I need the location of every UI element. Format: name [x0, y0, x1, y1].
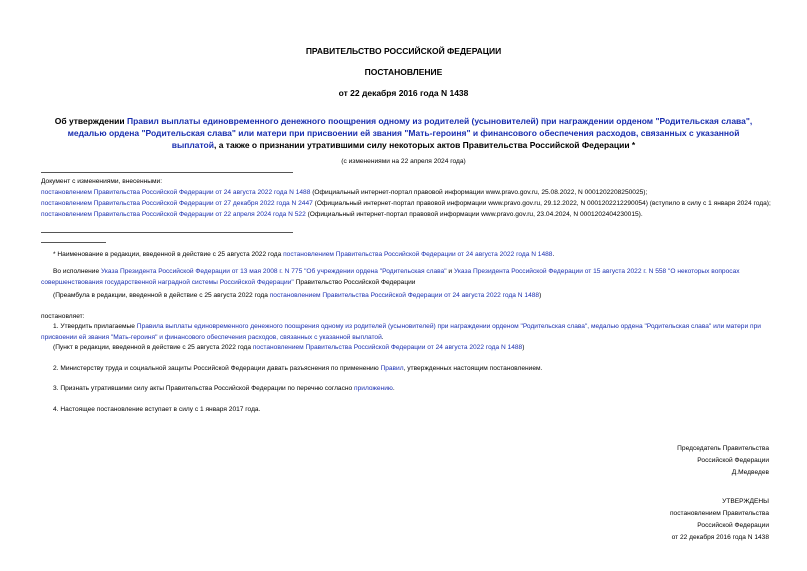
issuing-authority: ПРАВИТЕЛЬСТВО РОССИЙСКОЙ ФЕДЕРАЦИИ [305, 46, 502, 56]
change-item [41, 198, 771, 209]
point-3 [41, 383, 771, 394]
change-item [41, 187, 771, 198]
document-title [50, 115, 757, 151]
change-link[interactable]: постановлением Правительства Российской Федерации от 22 апреля 2024 года N 522 [41, 211, 306, 218]
title-suffix: , а также о признании утратившими силу некоторых актов Правительства Российской Федерации * [213, 140, 636, 150]
changes-intro: Документ с изменениями, внесенными: [41, 178, 163, 185]
footnote-divider [41, 242, 106, 243]
approval-line: от 22 декабря 2016 года N 1438 [671, 534, 769, 541]
point-1-note [41, 342, 771, 353]
approval-block [670, 496, 769, 544]
point-3-text: 3. Признать утратившими силу акты Правительства Российской Федерации по перечню согласно [53, 385, 355, 392]
approval-line: Российской Федерации [697, 522, 769, 529]
point-1-text: 1. Утвердить прилагаемые [53, 323, 137, 330]
change-link[interactable]: постановлением Правительства Российской Федерации от 24 августа 2022 года N 1488 [41, 189, 311, 196]
footnote-link[interactable]: постановлением Правительства Российской Федерации от 24 августа 2022 года N 1488 [283, 251, 553, 258]
preamble-note [41, 290, 771, 301]
changes-top-divider [41, 172, 293, 173]
preamble-text: Во исполнение [53, 268, 101, 275]
point-3-end: . [392, 385, 395, 392]
preamble-note-text: (Преамбула в редакции, введенной в действие с 25 августа 2022 года [53, 292, 270, 299]
edition-note: (с изменениями на 22 апреля 2024 года) [341, 158, 466, 165]
point-2-text: 2. Министерству труда и социальной защиты Российской Федерации давать разъяснения по применению [53, 365, 381, 372]
change-text: (Официальный интернет-портал правовой информации www.pravo.gov.ru, 25.08.2022, N 0001202208250025); [310, 189, 648, 196]
footnote-end: . [552, 251, 555, 258]
decree-558-link[interactable]: Указа Президента Российской Федерации от 15 августа 2022 г. N 558 "О некоторых вопросах совершенствования государственной наградной системы Российской Федерации" [41, 268, 740, 286]
approval-line: постановлением Правительства [669, 510, 769, 517]
resolves-word: постановляет: [41, 313, 85, 320]
title-prefix: Об утверждении [54, 116, 127, 126]
preamble-note-link[interactable]: постановлением Правительства Российской Федерации от 24 августа 2022 года N 1488 [269, 292, 540, 299]
preamble-text: Правительство Российской Федерации [293, 279, 416, 286]
appendix-link[interactable]: приложению [354, 385, 393, 392]
footnote [41, 249, 771, 260]
preamble [41, 266, 771, 288]
decree-775-link[interactable]: Указа Президента Российской Федерации от 13 мая 2008 г. N 775 "Об учреждении ордена "Родительская слава" [100, 268, 447, 275]
change-link[interactable]: постановлением Правительства Российской Федерации от 27 декабря 2022 года N 2447 [41, 200, 313, 207]
point-1-note-end: ) [522, 344, 525, 351]
preamble-note-end: ) [539, 292, 542, 299]
title-rules-link[interactable]: Правил выплаты единовременного денежного поощрения одному из родителей (усыновителей) при награждении орденом "Родительская слава", медалью ордена "Родительская слава" или матери при присвоении ей звания "Мать-героиня" и финансового обеспечения расходов, связанных с указанной выплатой [67, 116, 753, 150]
point-2-end: , утвержденных настоящим постановлением. [403, 365, 543, 372]
document-date-number: от 22 декабря 2016 года N 1438 [338, 88, 469, 98]
rules-link[interactable]: Правила выплаты единовременного денежного поощрения одному из родителей (усыновителей) при награждении орденом "Родительская слава", медалью ордена "Родительская слава" или матери при присвоении ей звания "Мать-героиня" и финансового обеспечения расходов, связанных с указанной выплатой [41, 323, 761, 341]
changes-bottom-divider [41, 232, 293, 233]
signature-organization: Российской Федерации [697, 457, 769, 464]
point-4: 4. Настоящее постановление вступает в силу с 1 января 2017 года. [53, 406, 261, 413]
signature-position: Председатель Правительства [677, 445, 769, 452]
signature-name: Д.Медведев [731, 469, 769, 476]
point-1-note-text: (Пункт в редакции, введенной в действие с 25 августа 2022 года [53, 344, 253, 351]
signature-block [677, 443, 769, 479]
point-2 [41, 363, 771, 374]
changes-block [41, 176, 771, 220]
point-1-end: . [381, 334, 384, 341]
rules-short-link[interactable]: Правил [380, 365, 404, 372]
preamble-text: и [446, 268, 454, 275]
approval-heading: УТВЕРЖДЕНЫ [722, 498, 769, 505]
change-text: (Официальный интернет-портал правовой информации www.pravo.gov.ru, 23.04.2024, N 0001202404230015). [305, 211, 643, 218]
point-1-note-link[interactable]: постановлением Правительства Российской Федерации от 24 августа 2022 года N 1488 [252, 344, 523, 351]
change-item [41, 209, 771, 220]
point-1 [41, 321, 771, 343]
document-type: ПОСТАНОВЛЕНИЕ [364, 67, 443, 77]
change-text: (Официальный интернет-портал правовой информации www.pravo.gov.ru, 29.12.2022, N 0001202212290054) (вступило в силу с 1 января 2024 года); [312, 200, 771, 207]
footnote-text: * Наименование в редакции, введенной в действие с 25 августа 2022 года [53, 251, 284, 258]
